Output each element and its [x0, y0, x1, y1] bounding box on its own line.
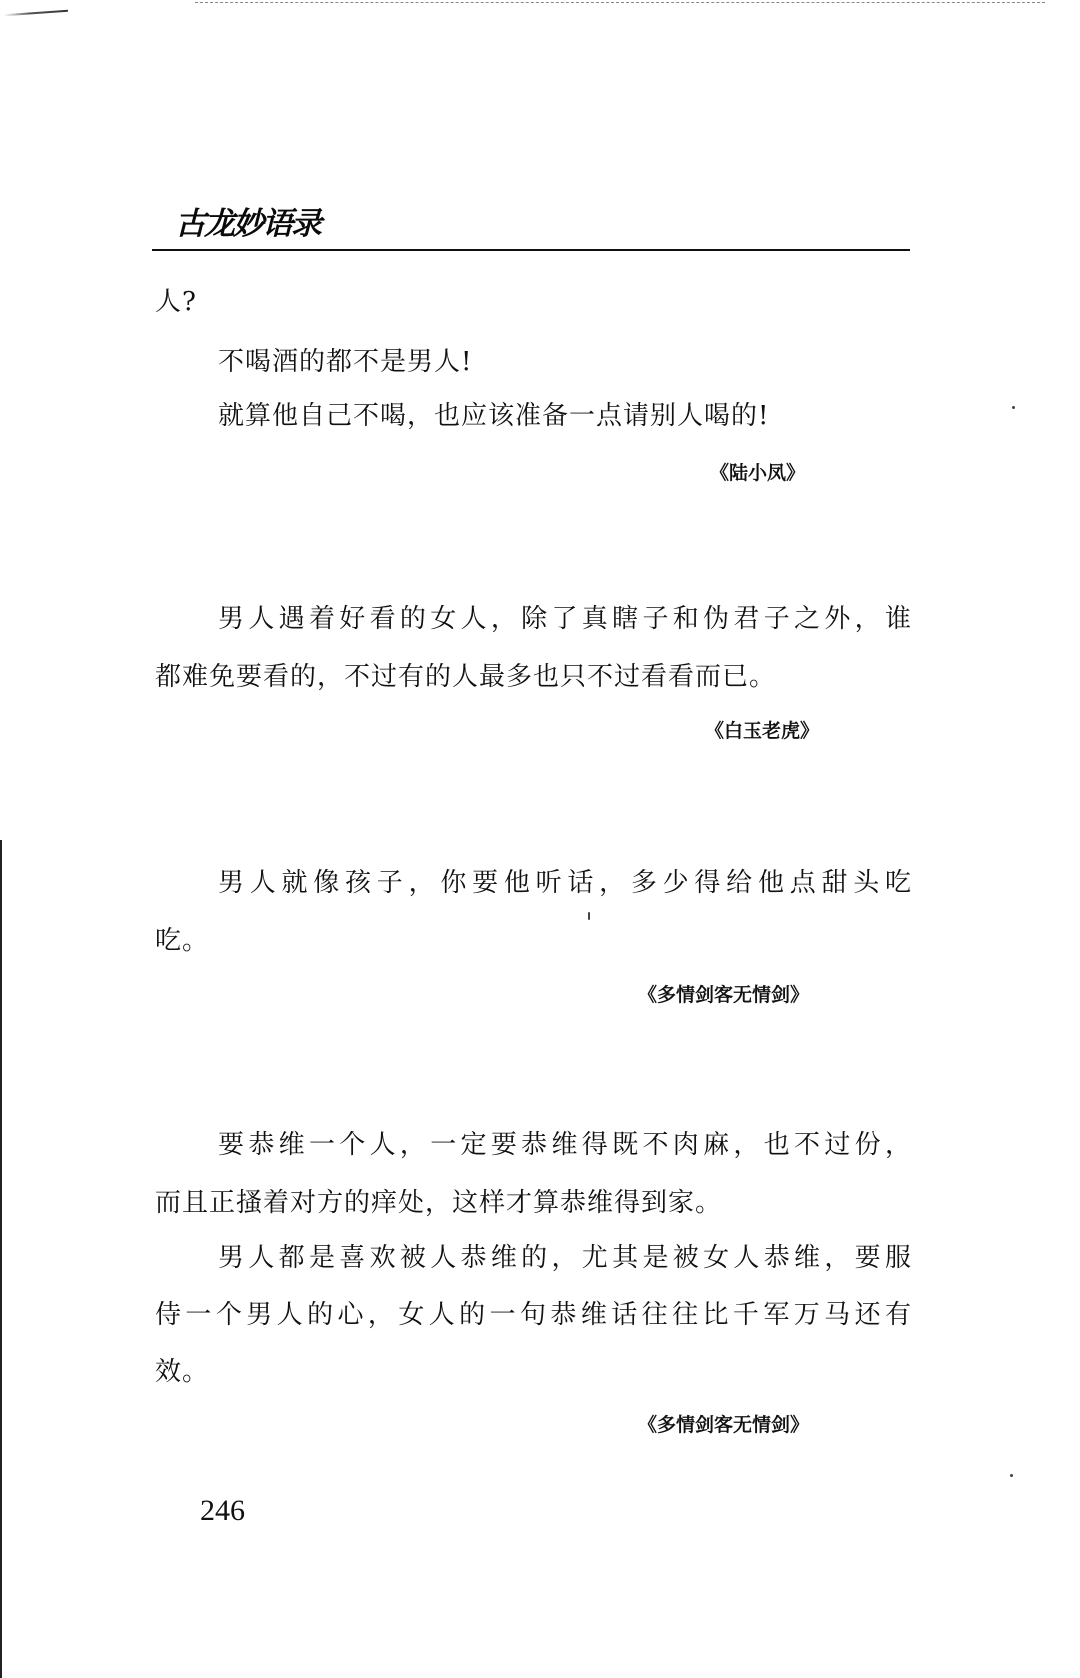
running-header-title: 古龙妙语录	[175, 206, 320, 242]
body-line: 男人就像孩子，你要他听话，多少得给他点甜头吃	[218, 868, 912, 898]
source-citation: 《多情剑客无情剑》	[638, 1414, 810, 1436]
body-line: 而且正搔着对方的痒处，这样才算恭维得到家。	[155, 1188, 723, 1218]
source-citation: 《陆小凤》	[710, 462, 806, 484]
source-citation: 《多情剑客无情剑》	[638, 984, 810, 1006]
scan-speck	[1012, 406, 1015, 409]
body-line: 要恭维一个人，一定要恭维得既不肉麻，也不过份，	[218, 1130, 912, 1160]
body-line: 人?	[155, 287, 197, 317]
scan-artifact-mark	[4, 10, 68, 16]
scan-speck	[588, 912, 590, 920]
header-rule	[152, 249, 910, 251]
body-line: 男人遇着好看的女人，除了真瞎子和伪君子之外，谁	[218, 604, 912, 634]
page-number: 246	[200, 1494, 245, 1527]
scan-speck	[1010, 1474, 1013, 1477]
scan-artifact-left-edge	[0, 840, 2, 1678]
source-citation: 《白玉老虎》	[705, 720, 820, 742]
body-line: 效。	[155, 1357, 210, 1387]
scan-artifact-top-edge	[195, 2, 1045, 4]
body-line: 不喝酒的都不是男人!	[218, 347, 473, 377]
body-line: 男人都是喜欢被人恭维的，尤其是被女人恭维，要服	[218, 1243, 912, 1273]
body-line: 都难免要看的，不过有的人最多也只不过看看而已。	[155, 662, 777, 692]
body-line: 吃。	[155, 926, 210, 956]
body-line: 侍一个男人的心，女人的一句恭维话往往比千军万马还有	[155, 1300, 912, 1330]
body-line: 就算他自己不喝，也应该准备一点请别人喝的!	[218, 401, 770, 431]
